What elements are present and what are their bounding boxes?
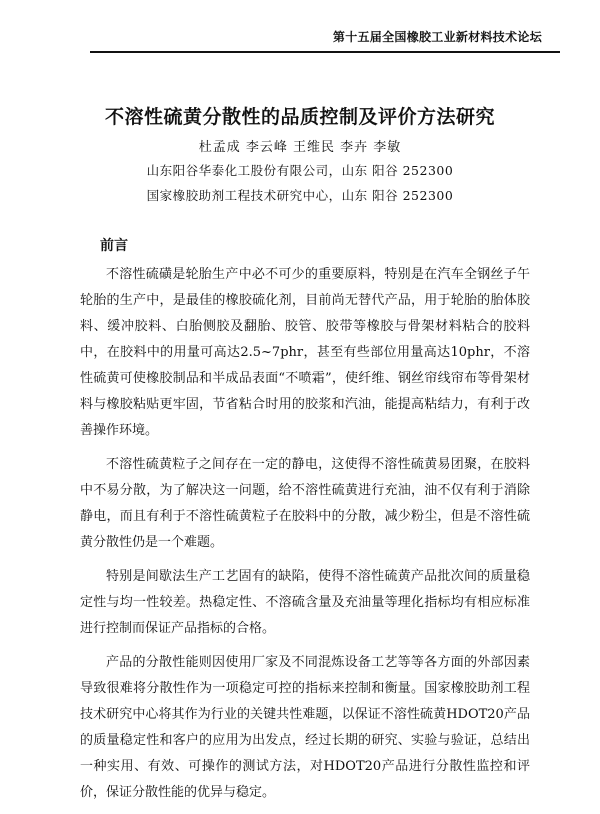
paragraph: 特别是间歇法生产工艺固有的缺陷，使得不溶性硫黄产品批次间的质量稳定性与均一性较差。热稳定性、不溶硫含量及充油量等理化指标均有相应标准进行控制而保证产品指标的合格。: [80, 569, 530, 636]
running-header: [0, 28, 600, 68]
header-rule: [90, 51, 560, 53]
author-list: 杜孟成 李云峰 王维民 李卉 李敏: [198, 140, 402, 155]
paper-title: 不溶性硫黄分散性的品质控制及评价方法研究: [104, 106, 495, 128]
affiliation-1: 山东阳谷华泰化工股份有限公司，山东 阳谷 252300: [146, 163, 454, 178]
paragraph: 不溶性硫磺是轮胎生产中必不可少的重要原料，特别是在汽车全钢丝子午轮胎的生产中，是最佳的橡胶硫化剂，目前尚无替代产品，用于轮胎的胎体胶料、缓冲胶料、白胎侧胶及翻胎、胶管、胶带等橡胶与骨架材料粘合的胶料中，在胶料中的用量可高达2.5~7phr，甚至有些部位用量高达10phr，不溶性硫黄可使橡胶制品和半成品表面“不喷霜”，使纤维、钢丝帘线帘布等骨架材料与橡胶粘贴更牢固，节省粘合时用的胶浆和汽油，能提高粘结力，有利于改善操作环境。: [80, 267, 530, 438]
body-text: [80, 262, 530, 814]
paragraph: 不溶性硫黄粒子之间存在一定的静电，这使得不溶性硫黄易团聚，在胶料中不易分散，为了解决这一问题，给不溶性硫黄进行充油，油不仅有利于消除静电，而且有利于不溶性硫黄粒子在胶料中的分散，减少粉尘，但是不溶性硫黄分散性仍是一个难题。: [80, 457, 530, 550]
affiliation-2: 国家橡胶助剂工程技术研究中心，山东 阳谷 252300: [146, 188, 454, 203]
paragraph: 产品的分散性能则因使用厂家及不同混炼设备工艺等等各方面的外部因素导致很难将分散性作为一项稳定可控的指标来控制和衡量。国家橡胶助剂工程技术研究中心将其作为行业的关键共性难题，以保证不溶性硫黄HDOT20产品的质量稳定性和客户的应用为出发点，经过长期的研究、实验与验证，总结出一种实用、有效、可操作的测试方法，对HDOT20产品进行分散性监控和评价，保证分散性能的优异与稳定。: [80, 655, 530, 800]
running-title: 第十五届全国橡胶工业新材料技术论坛: [332, 30, 542, 44]
section-heading: 前言: [100, 238, 128, 254]
